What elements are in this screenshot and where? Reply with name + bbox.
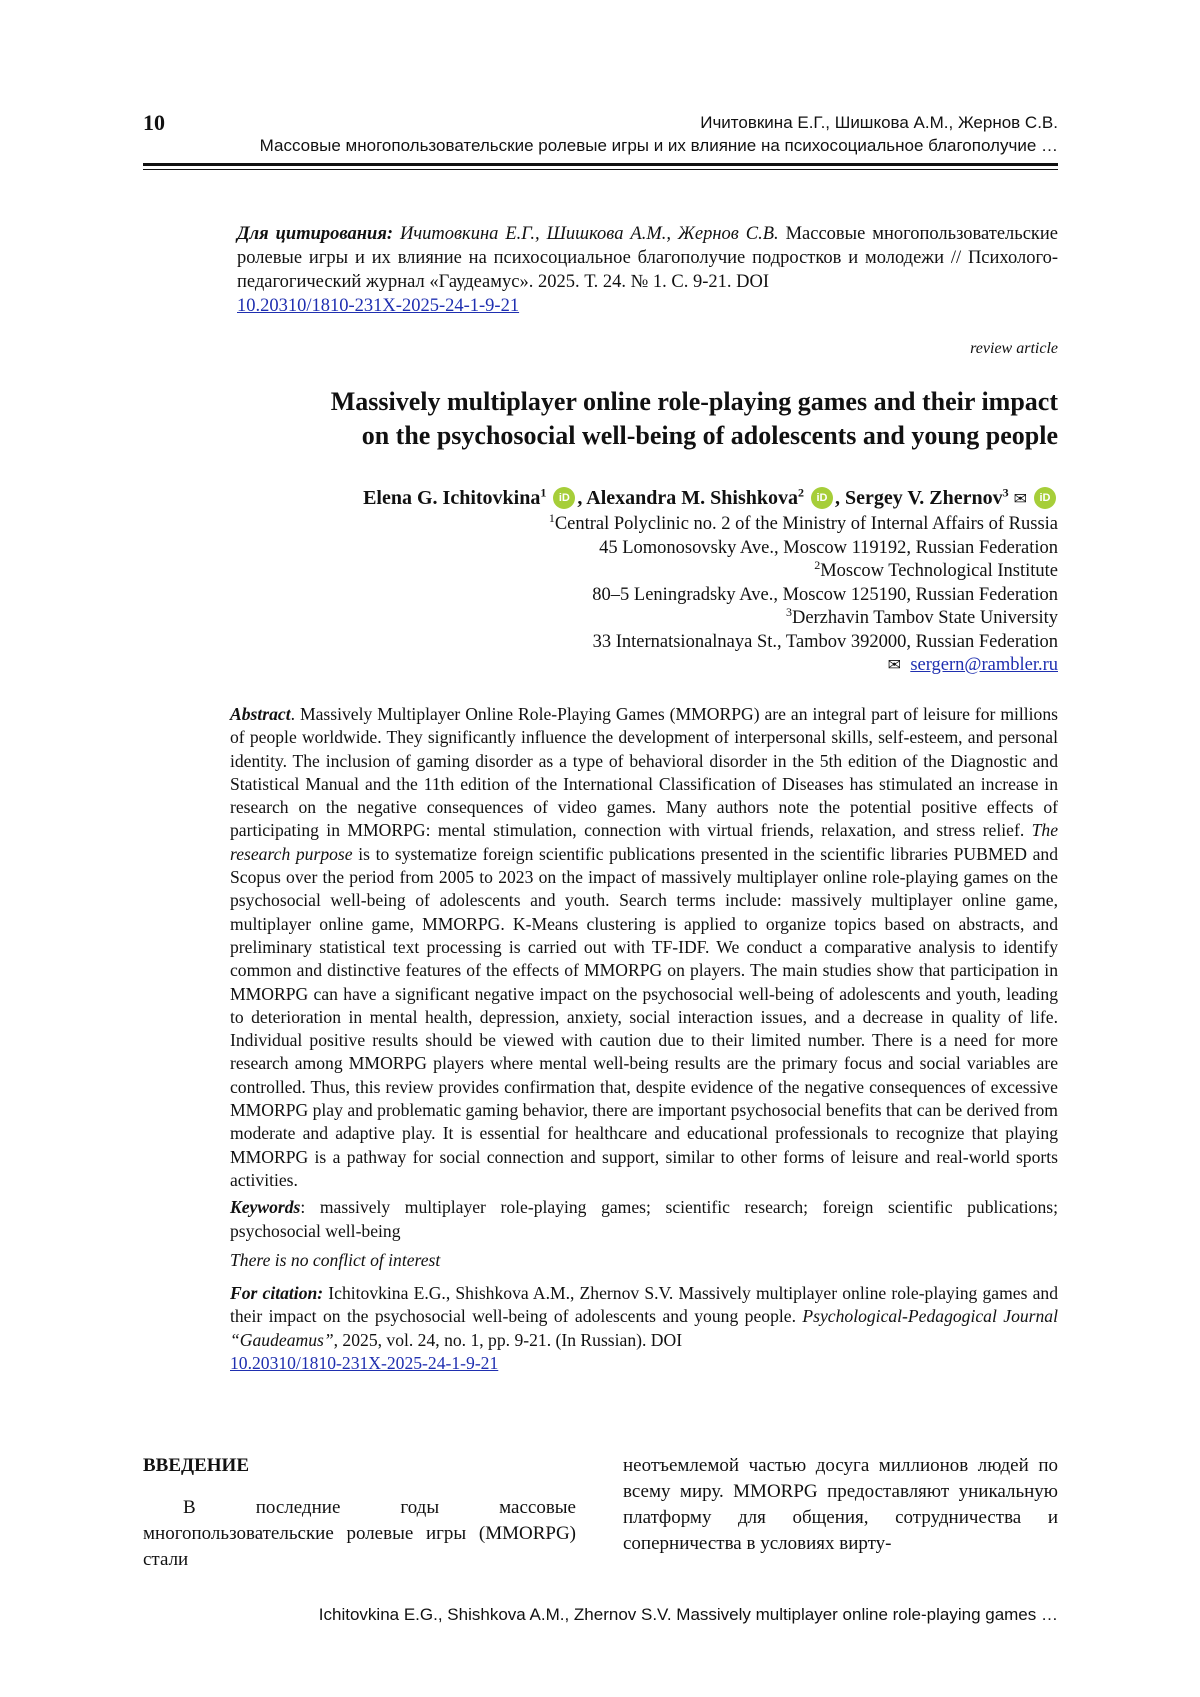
affiliation-org: $^2$Moscow Technological Institute — [814, 557, 1058, 581]
citation-en-label: For citation: — [230, 1283, 324, 1304]
abstract-label: Abstract — [230, 704, 291, 724]
affiliation-org: $^1$Central Polyclinic no. 2 of the Ministry of Internal Affairs of Russia — [548, 510, 1058, 534]
mail-icon: ✉ — [1013, 491, 1027, 508]
citation-ru-authors: Ичитовкина Е.Г., Шишкова А.М., Жернов С.В. — [399, 224, 779, 244]
intro-left-column — [143, 1453, 576, 1573]
email-line — [549, 654, 1058, 678]
intro-paragraph: В последние годы массовые многопользовательские ролевые игры (MMORPG) стали — [143, 1497, 576, 1570]
author-sup: 1 — [540, 485, 547, 500]
intro-paragraph-continued: неотъемлемой частью досуга миллионов людей по всему миру. MMORPG предоставляют уникальную платформу для общения, сотрудничества и соперничества в условиях вирту- — [623, 1455, 1058, 1554]
orcid-icon[interactable]: iD — [1034, 487, 1056, 509]
affiliation-address: 33 Internatsionalnaya St., Tambov 392000, Russian Federation — [592, 631, 1058, 652]
citation-ru-label: Для цитирования: — [237, 224, 394, 244]
orcid-icon[interactable]: iD — [553, 487, 575, 509]
citation-ru-text: Массовые многопользовательские ролевые игры и их влияние на психосоциальное благополучие подростков и молодежи // Психолого-педагогический журнал «Гаудеамус». 2025. Т. 24. № 1. С. 9-21. DOI — [237, 224, 1059, 292]
purpose-label: The research purpose — [230, 820, 1058, 864]
header-title: Массовые многопользовательские ролевые игры и их влияние на психосоциальное благополучие … — [259, 136, 1058, 155]
author-name: Alexandra M. Shishkova — [586, 487, 798, 509]
affiliation-address: 45 Lomonosovsky Ave., Moscow 119192, Russian Federation — [599, 537, 1058, 558]
abstract-paragraph: Abstract. Massively Multiplayer Online Role-Playing Games (MMORPG) are an integral part of leisure for millions of people worldwide. They significantly influence the development of interpersonal skills, self-esteem, and personal identity. The inclusion of gaming disorder as a type of behavioral disorder in the 5th edition of the Diagnostic and Statistical Manual and the 11th edition of the International Classification of Diseases has stimulated an increase in research on the negative consequences of video games. Many authors note the potential positive effects of participating in MMORPG: mental stimulation, connection with virtual friends, relaxation, and stress relief. The research purpose is to systematize foreign scientific publications presented in the scientific libraries PUBMED and Scopus over the period from 2005 to 2023 on the impact of massively multiplayer online role-playing games on the psychosocial well-being of adolescents and youth. Search terms include: massively multiplayer online game, multiplayer online game, MMORPG. K-Means clustering is applied to organize topics based on abstracts, and preliminary statistical text processing is carried out with TF-IDF. We conduct a comparative analysis to identify common and distinctive features of the effects of MMORPG on players. The main studies show that participation in MMORPG can have a significant negative impact on the psychosocial well-being of adolescents and youth, leading to deterioration in mental health, depression, anxiety, social interaction issues, and a decrease in quality of life. Individual positive results should be viewed with caution due to their limited number. There is a need for more research among MMORPG players where mental well-being results are the primary focus and social variables are controlled. Thus, this review provides confirmation that, despite evidence of the negative consequences of excessive MMORPG play and problematic gaming behavior, there are important psychosocial benefits that can be derived from moderate and adaptive play. It is essential for healthcare and educational professionals to recognize that playing MMORPG is a pathway for social connection and support, similar to other forms of leisure and real-world sports activities. — [230, 704, 1058, 1190]
header-rule-thick — [143, 163, 1058, 166]
citation-ru-doi-link[interactable]: 10.20310/1810-231X-2025-24-1-9-21 — [237, 296, 520, 316]
article-title — [230, 385, 1058, 453]
citation-en: For citation: Ichitovkina E.G., Shishkova A.M., Zhernov S.V. Massively multiplayer online role-playing games and their impact on the psychosocial well-being of adolescents and young people. Psychological-Pedagogical Journal “Gaudeamus”, 2025, vol. 24, no. 1, pp. 9-21. (In Russian). DOI 10.20310/1810-231X-2025-24-1-9-21 — [230, 1283, 1058, 1374]
author-name: Elena G. Ichitovkina — [363, 487, 541, 509]
intro-right-column — [623, 1453, 1058, 1557]
journal-name: Psychological-Pedagogical Journal “Gaudeamus” — [230, 1306, 1058, 1350]
affiliation-org: $^3$Derzhavin Tambov State University — [785, 604, 1058, 628]
citation-en-doi-link[interactable]: 10.20310/1810-231X-2025-24-1-9-21 — [230, 1353, 499, 1374]
orcid-icon[interactable]: iD — [811, 487, 833, 509]
mail-icon: ✉ — [887, 657, 902, 674]
title-line-2: on the psychosocial well-being of adolescents and young people — [361, 421, 1058, 450]
abstract-block — [230, 703, 1058, 1375]
running-footer: Ichitovkina E.G., Shishkova A.M., Zhernov S.V. Massively multiplayer online role-playing games … — [318, 1605, 1058, 1624]
author-sep: , — [834, 487, 845, 509]
affiliation-address: 80–5 Leningradsky Ave., Moscow 125190, Russian Federation — [592, 584, 1058, 605]
header-rule-thin — [143, 169, 1058, 170]
header-authors: Ичитовкина Е.Г., Шишкова А.М., Жернов С.В. — [700, 113, 1058, 132]
author-sep: , — [577, 487, 587, 509]
email-link[interactable]: sergern@rambler.ru — [910, 655, 1058, 675]
title-line-1: Massively multiplayer online role-playing games and their impact — [330, 387, 1058, 416]
authors-line — [363, 487, 1058, 510]
affiliations — [548, 510, 1058, 678]
keywords: Keywords: massively multiplayer role-playing games; scientific research; foreign scientific publications; psychosocial well-being — [230, 1197, 1058, 1241]
conflict-statement: There is no conflict of interest — [230, 1249, 441, 1270]
author-sup: 2 — [797, 485, 804, 500]
author-name: Sergey V. Zhernov — [844, 487, 1003, 509]
citation-ru — [237, 222, 1058, 318]
intro-heading: ВВЕДЕНИЕ — [143, 1455, 249, 1476]
article-type: review article — [970, 340, 1058, 357]
keywords-label: Keywords — [230, 1197, 301, 1218]
author-sup: 3 — [1002, 485, 1009, 500]
page-number: 10 — [143, 110, 165, 135]
